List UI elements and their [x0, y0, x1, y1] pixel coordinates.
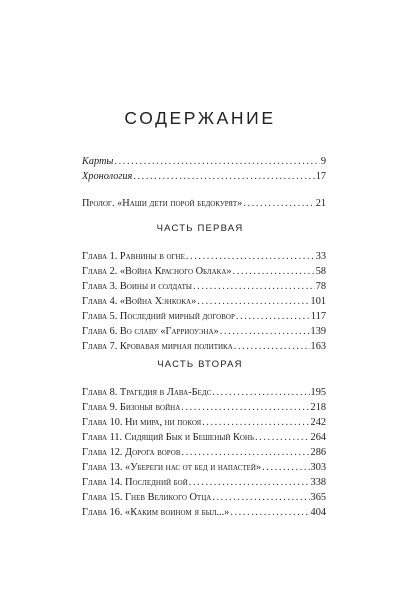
toc-entry-chapter[interactable]: [82, 461, 326, 474]
toc-entry-chapter[interactable]: [82, 416, 326, 429]
entry-label: Глава 7. Кровавая мирная политика: [82, 341, 233, 352]
entry-label: Глава 4. «Война Хэнкока»: [82, 296, 197, 307]
toc-entry-chapter[interactable]: [82, 476, 326, 489]
toc-entry-chapter[interactable]: [82, 325, 326, 338]
entry-page: 195: [310, 387, 326, 398]
leader-dots: [234, 340, 310, 353]
entry-page: 78: [315, 281, 326, 292]
entry-page: 242: [310, 417, 326, 428]
entry-label: Глава 1. Равнины в огне: [82, 251, 185, 262]
entry-page: 117: [310, 311, 326, 322]
entry-label: Глава 8. Трагедия в Лава-Бедс: [82, 387, 212, 398]
toc-entry-chapter[interactable]: [82, 386, 326, 399]
entry-page: 33: [315, 251, 326, 262]
entry-page: 139: [310, 326, 326, 337]
entry-page: 9: [320, 156, 326, 167]
toc-entry-chronology[interactable]: [82, 170, 326, 183]
toc-entry-chapter[interactable]: [82, 250, 326, 263]
toc-entry-chapter[interactable]: [82, 295, 326, 308]
entry-page: 17: [315, 171, 326, 182]
leader-dots: [133, 170, 314, 183]
leader-dots: [193, 280, 315, 293]
part-two-heading: ЧАСТЬ ВТОРАЯ: [157, 359, 243, 370]
entry-label: Глава 3. Воины и солдаты: [82, 281, 192, 292]
entry-page: 338: [310, 477, 326, 488]
entry-label: Глава 5. Последний мирный договор: [82, 311, 235, 322]
leader-dots: [262, 461, 309, 474]
entry-label: Глава 13. «Убереги нас от бед и напастей»: [82, 462, 262, 473]
leader-dots: [189, 476, 310, 489]
toc-entry-chapter[interactable]: [82, 491, 326, 504]
entry-label: Глава 14. Последний бой: [82, 477, 188, 488]
toc-entry-chapter[interactable]: [82, 431, 326, 444]
entry-page: 303: [310, 462, 326, 473]
leader-dots: [255, 431, 310, 444]
entry-label: Глава 15. Гнев Великого Отца: [82, 492, 212, 503]
entry-label: Глава 16. «Каким воином я был...»: [82, 507, 230, 518]
entry-page: 163: [310, 341, 326, 352]
leader-dots: [220, 325, 310, 338]
part-one-heading: ЧАСТЬ ПЕРВАЯ: [156, 223, 244, 234]
leader-dots: [181, 401, 309, 414]
leader-dots: [212, 491, 309, 504]
toc-entry-chapter[interactable]: [82, 446, 326, 459]
entry-label: Пролог. «Наши дети порой бедокурят»: [82, 198, 243, 209]
toc-entry-chapter[interactable]: [82, 506, 326, 519]
entry-page: 365: [310, 492, 326, 503]
leader-dots: [243, 197, 314, 210]
entry-page: 21: [315, 198, 326, 209]
leader-dots: [186, 250, 315, 263]
entry-label: Глава 10. Ни мира, ни покоя: [82, 417, 202, 428]
leader-dots: [197, 295, 309, 308]
entry-label: Хронология: [82, 171, 133, 182]
toc-entry-chapter[interactable]: [82, 310, 326, 323]
entry-label: Глава 2. «Война Красного Облака»: [82, 266, 232, 277]
entry-page: 218: [310, 402, 326, 413]
leader-dots: [212, 386, 309, 399]
entry-page: 286: [310, 447, 326, 458]
leader-dots: [230, 506, 309, 519]
toc-entry-chapter[interactable]: [82, 265, 326, 278]
entry-page: 404: [310, 507, 326, 518]
toc-entry-chapter[interactable]: [82, 401, 326, 414]
entry-label: Глава 11. Сидящий Бык и Бешеный Конь: [82, 432, 254, 443]
toc-entry-maps[interactable]: [82, 155, 326, 168]
leader-dots: [236, 310, 310, 323]
leader-dots: [202, 416, 309, 429]
leader-dots: [114, 155, 319, 168]
entry-label: Глава 12. Дорога воров: [82, 447, 181, 458]
leader-dots: [182, 446, 310, 459]
leader-dots: [233, 265, 315, 278]
toc-entry-chapter[interactable]: [82, 340, 326, 353]
toc-title: СОДЕРЖАНИЕ: [124, 108, 276, 128]
toc-entry-chapter[interactable]: [82, 280, 326, 293]
entry-label: Карты: [82, 156, 114, 167]
entry-label: Глава 6. Во славу «Гарриоуэна»: [82, 326, 219, 337]
entry-page: 58: [315, 266, 326, 277]
entry-label: Глава 9. Бизонья война: [82, 402, 181, 413]
entry-page: 264: [310, 432, 326, 443]
toc-entry-prologue[interactable]: [82, 197, 326, 210]
entry-page: 101: [310, 296, 326, 307]
